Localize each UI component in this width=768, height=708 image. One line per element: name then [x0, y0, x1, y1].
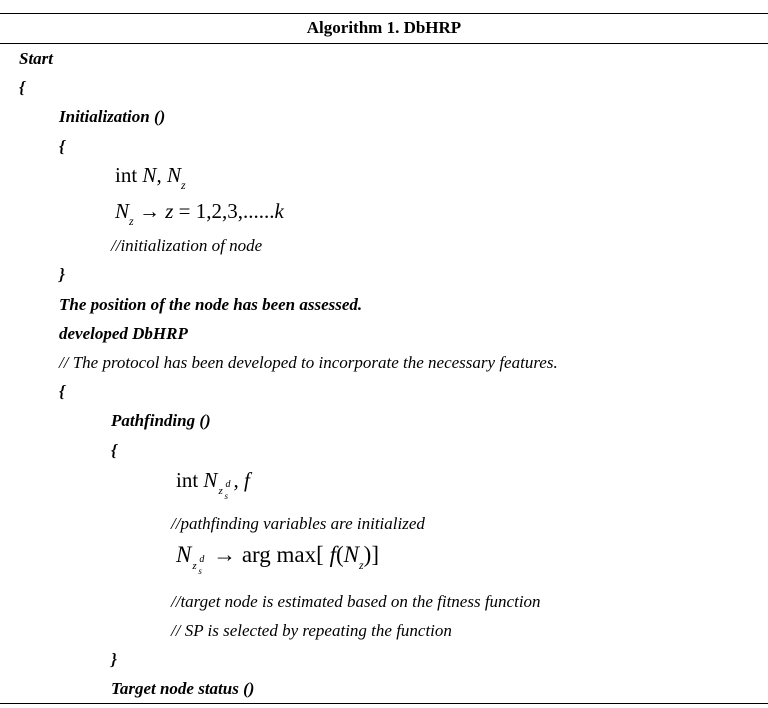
path-open-brace: { — [111, 441, 117, 460]
argmax-operator: arg max — [241, 542, 317, 567]
init-mapping: $N_z \to z = 1,2,3,......k$ — [115, 199, 284, 228]
developed-dbhrp: developed DbHRP — [59, 324, 188, 343]
start-label: Start — [19, 49, 54, 68]
init-decl-keyword: int — [115, 163, 143, 187]
init-open-brace: { — [59, 137, 65, 156]
path-declaration: int N z d s , f — [176, 468, 250, 501]
init-comment: //initialization of node — [111, 236, 263, 255]
position-assessed: The position of the node has been assessed. — [59, 295, 363, 314]
argmax-equation: N z d s → arg max[ $f(N_z)$] — [176, 542, 379, 576]
protocol-comment: // The protocol has been developed to incorporate the necessary features. — [59, 353, 558, 372]
initialization-header: Initialization () — [59, 107, 166, 126]
target-status: Target node status () — [111, 679, 255, 698]
path-vars-comment: //pathfinding variables are initialized — [171, 514, 425, 533]
target-comment: //target node is estimated based on the fitness function — [171, 592, 541, 611]
init-close-brace: } — [59, 265, 65, 284]
protocol-open-brace: { — [59, 382, 65, 401]
title-rule — [0, 43, 768, 44]
algorithm-title: Algorithm 1. DbHRP — [306, 18, 462, 37]
sp-comment: // SP is selected by repeating the function — [171, 621, 452, 640]
path-decl-keyword: int — [176, 468, 204, 492]
init-declaration: int N, $N_z$ — [115, 163, 186, 192]
path-close-brace: } — [111, 650, 117, 669]
top-rule — [0, 13, 768, 14]
outer-open-brace: { — [19, 78, 25, 97]
bottom-rule — [0, 703, 768, 704]
init-map-k: k — [274, 199, 284, 223]
init-map-values: = 1,2,3,...... — [178, 199, 275, 223]
pathfinding-header: Pathfinding () — [111, 411, 211, 430]
